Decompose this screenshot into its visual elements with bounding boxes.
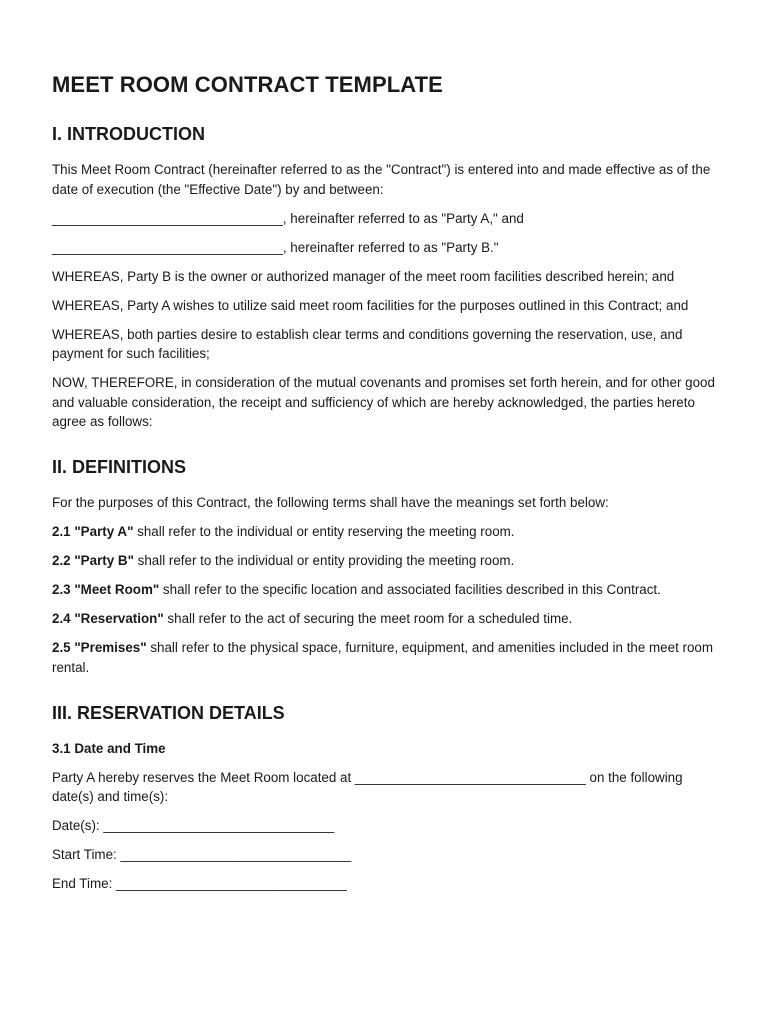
definition-item	[52, 551, 724, 571]
subsection-heading-date-time: 3.1 Date and Time	[52, 740, 166, 756]
definitions-lead: For the purposes of this Contract, the following terms shall have the meanings set forth below:	[52, 495, 609, 510]
section-heading-introduction: I. INTRODUCTION	[52, 124, 205, 144]
definition-item	[52, 638, 724, 677]
document-title: MEET ROOM CONTRACT TEMPLATE	[52, 72, 443, 97]
definition-text: shall refer to the physical space, furniture, equipment, and amenities included in the meet room rental.	[52, 640, 714, 675]
start-time-line: Start Time: _______________________________	[52, 847, 352, 862]
whereas-clause-3: WHEREAS, both parties desire to establish clear terms and conditions governing the reservation, use, and payment for such facilities;	[52, 326, 683, 361]
now-therefore-clause: NOW, THEREFORE, in consideration of the mutual covenants and promises set forth herein, and for other good and valuable consideration, the receipt and sufficiency of which are hereby acknowledged, the parties hereto agree as follows:	[52, 375, 715, 429]
definition-item	[52, 609, 724, 629]
section-heading-reservation: III. RESERVATION DETAILS	[52, 702, 285, 723]
definition-text: shall refer to the individual or entity providing the meeting room.	[133, 553, 515, 568]
definition-item	[52, 580, 724, 600]
definition-term: 2.4 "Reservation"	[52, 611, 164, 626]
dates-line: Date(s): _______________________________	[52, 818, 335, 833]
whereas-clause-2: WHEREAS, Party A wishes to utilize said meet room facilities for the purposes outlined in this Contract; and	[52, 297, 689, 313]
intro-paragraph: This Meet Room Contract (hereinafter referred to as the "Contract") is entered into and made effective as of the date of execution (the "Effective Date") by and between:	[52, 162, 711, 197]
party-a-line: _______________________________, hereinafter referred to as "Party A," and	[52, 210, 524, 226]
definition-item	[52, 522, 724, 542]
definition-term: 2.1 "Party A"	[52, 524, 134, 539]
end-time-line: End Time: _______________________________	[52, 876, 347, 891]
definition-term: 2.3 "Meet Room"	[52, 582, 160, 597]
section-heading-definitions: II. DEFINITIONS	[52, 457, 187, 477]
reservation-location-paragraph: Party A hereby reserves the Meet Room located at _______________________________ on the following date(s) and time(s):	[52, 769, 683, 804]
definition-text: shall refer to the act of securing the meet room for a scheduled time.	[163, 611, 573, 626]
document-body	[52, 70, 724, 903]
definition-text: shall refer to the specific location and associated facilities described in this Contract.	[159, 582, 661, 597]
party-b-line: _______________________________, hereinafter referred to as "Party B."	[52, 239, 499, 255]
definition-term: 2.5 "Premises"	[52, 640, 147, 655]
definition-text: shall refer to the individual or entity reserving the meeting room.	[133, 524, 515, 539]
whereas-clause-1: WHEREAS, Party B is the owner or authorized manager of the meet room facilities described herein; and	[52, 268, 675, 284]
definition-term: 2.2 "Party B"	[52, 553, 134, 568]
